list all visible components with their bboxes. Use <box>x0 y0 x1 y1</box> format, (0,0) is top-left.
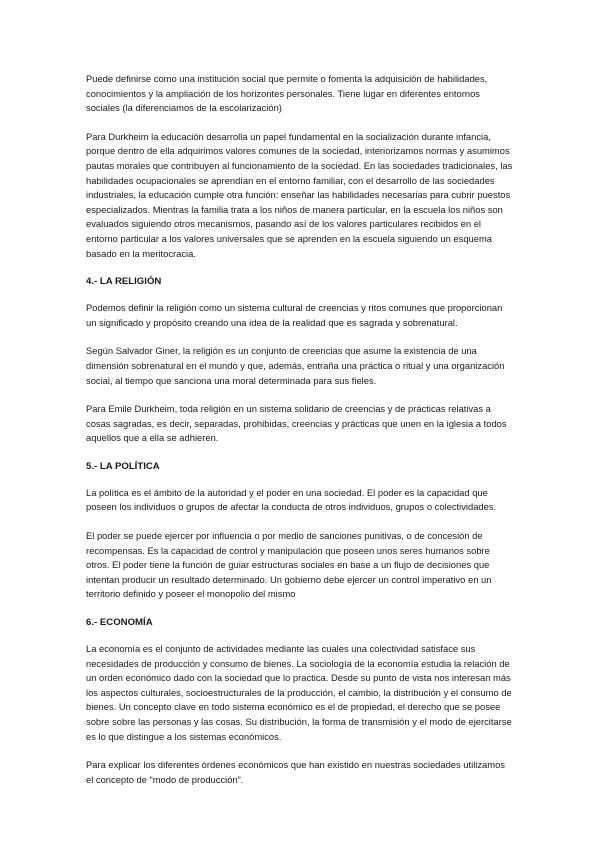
paragraph-mode-of-production: Para explicar los diferentes órdenes económicos que han existido en nuestras sociedades utilizamos el concepto de “modo de producción”. <box>86 759 505 785</box>
section-heading-religion: 4.- LA RELIGIÓN <box>86 276 162 288</box>
section-heading-politics: 5.- LA POLÍTICA <box>86 460 160 472</box>
paragraph-economy-definition: La economía es el conjunto de actividades mediante las cuales una colectividad satisface sus necesidades de producción y consumo de bienes. La sociología de la economía estudia la relación de un orden económico dado con la sociedad que lo practica. Desde su punto de vista nos interesan más los aspectos culturales, socioestructurales de la producción, el cambio, la distribución y el consumo de bienes. Un concepto clave en todo sistema económico es el de propiedad, el derecho que se posee sobre sobre las personas y las cosas. Su distribución, la forma de transmisión y el modo de ejercitarse es lo que distingue a los sistemas económicos. <box>86 643 512 742</box>
paragraph-power: El poder se puede ejercer por influencia o por medio de sanciones punitivas, o de concesión de recompensas. Es la capacidad de control y manipulación que poseen unos seres humanos sobre otros. El poder tiene la función de guiar estructuras sociales en base a un flujo de decisiones que intentan producir un resultado determinado. Un gobierno debe ejercer un control imperativo en un territorio definido y poseer el monopolio del mismo <box>86 530 492 600</box>
section-heading-economy: 6.- ECONOMÍA <box>86 617 153 629</box>
paragraph-durkheim-education: Para Durkheim la educación desarrolla un papel fundamental en la socialización durante infancia, porque dentro de ella adquirimos valores comunes de la sociedad, interiorizamos normas y asumimos pautas morales que contribuyen al funcionamiento de la sociedad. En las sociedades tradicionales, las habilidades ocupacionales se aprendían en el entorno familiar, con el desarrollo de las sociedades industriales, la educación cumple otra función: enseñar las habilidades necesarias para cubrir puestos especializados. Mientras la familia trata a los niños de manera particular, en la escuela los niños son evaluados siguiendo otros mecanismos, pasando así de los valores particulares recibidos en el entorno particular a los valores universales que se aprenden en la escuela siguiendo un esquema basado en la meritocracia. <box>86 130 513 259</box>
paragraph-durkheim-religion: Para Emile Durkheim, toda religión en un sistema solidario de creencias y de prácticas relativas a cosas sagradas, es decir, separadas, prohibidas, creencias y prácticas que unen en la iglesia a todos aquellos que a ella se adhieren. <box>86 403 507 444</box>
paragraph-politics-definition: La política es el ámbito de la autoridad y el poder en una sociedad. El poder es la capacidad que poseen los individuos o grupos de afectar la conducta de otros individuos, grupos o colectividades. <box>86 486 497 513</box>
paragraph-giner-religion: Según Salvador Giner, la religión es un conjunto de creencias que asume la existencia de una dimensión sobrenatural en el mundo y que, además, entraña una práctica o ritual y una organización social, al tiempo que sanciona una moral determinada para sus fieles. <box>86 345 505 386</box>
paragraph-religion-definition: Podemos definir la religión como un sistema cultural de creencias y ritos comunes que proporcionan un significado y propósito creando una idea de la realidad que es sagrada y sobrenatural. <box>86 302 503 328</box>
paragraph-education-definition: Puede definirse como una institución social que permite o fomenta la adquisición de habilidades, conocimientos y la ampliación de los horizontes personales. Tiene lugar en diferentes entornos sociales (la diferenciamos de la escolarización) <box>86 73 488 114</box>
